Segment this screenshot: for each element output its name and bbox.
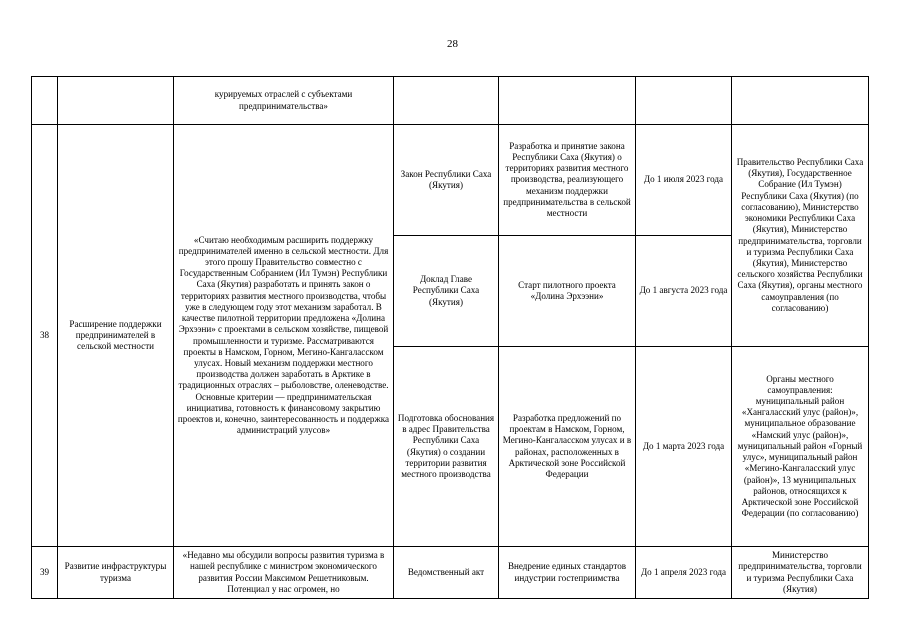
cell-number: 38	[32, 125, 58, 547]
cell-deadline: До 1 июля 2023 года	[636, 125, 732, 236]
cell-deadline: До 1 марта 2023 года	[636, 347, 732, 547]
cell-form	[394, 77, 499, 125]
cell-number	[32, 77, 58, 125]
page-number: 28	[447, 38, 458, 50]
table-row-carryover	[32, 77, 869, 125]
cell-deadline: До 1 апреля 2023 года	[636, 547, 732, 599]
cell-result: Внедрение единых стандартов индустрии гостеприимства	[499, 547, 636, 599]
cell-responsible: Органы местного самоуправления: муниципальный район «Хангаласский улус (район)», муниципальное образование «Намский улус (район)», муниципальный район «Горный улус», муниципальный район «Мегино-Кангаласский улус (район)», 13 муниципальных районов, относящихся к Арктической зоне Российской Федерации (по согласованию)	[732, 347, 869, 547]
cell-deadline	[636, 77, 732, 125]
cell-result: Разработка и принятие закона Республики Саха (Якутия) о территориях развития местного производства, реализующего механизм поддержки предпринимательства в сельской местности	[499, 125, 636, 236]
cell-form: Доклад Главе Республики Саха (Якутия)	[394, 236, 499, 347]
cell-form: Ведомственный акт	[394, 547, 499, 599]
cell-quote: «Считаю необходимым расширить поддержку предпринимателей именно в сельской местности. Для этого прошу Правительство совместно с Государственным Собранием (Ил Тумэн) Республики Саха (Якутия) разработать и принять закон о территориях развития местного производства, чтобы уже в следующем году этот механизм заработал. В качестве пилотной территории предложена «Долина Эрхээни» с проектами в сельском хозяйстве, пищевой промышленности и туризме. Рассматриваются проекты в Намском, Горном, Мегино-Кангаласском улусах. Новый механизм поддержки местного производства должен заработать в Арктике в традиционных отраслях – рыболовстве, оленеводстве. Основные критерии — предпринимательская инициатива, готовность к финансовому закрытию проектов и, конечно, заинтересованность и поддержка администраций улусов»	[174, 125, 394, 547]
cell-deadline: До 1 августа 2023 года	[636, 236, 732, 347]
cell-quote: «Недавно мы обсудили вопросы развития туризма в нашей республике с министром экономического развития России Максимом Решетниковым. Потенциал у нас огромен, но	[174, 547, 394, 599]
cell-responsible: Министерство предпринимательства, торговли и туризма Республики Саха (Якутия)	[732, 547, 869, 599]
action-plan-table	[31, 76, 869, 599]
cell-result: Разработка предложений по проектам в Намском, Горном, Мегино-Кангаласском улусах и в районах, расположенных в Арктической зоне Российской Федерации	[499, 347, 636, 547]
cell-number: 39	[32, 547, 58, 599]
cell-quote-tail: курируемых отраслей с субъектами предпринимательства»	[174, 77, 394, 125]
cell-form: Закон Республики Саха (Якутия)	[394, 125, 499, 236]
cell-responsible: Правительство Республики Саха (Якутия), Государственное Собрание (Ил Тумэн) Республики Саха (Якутия) (по согласованию), Министерство экономики Республики Саха (Якутия), Министерство предпринимательства, торговли и туризма Республики Саха (Якутия), Министерство сельского хозяйства Республики Саха (Якутия), органы местного самоуправления (по согласованию)	[732, 125, 869, 347]
table-row-39	[32, 547, 869, 599]
table-row-38	[32, 125, 869, 236]
cell-result	[499, 77, 636, 125]
cell-direction: Расширение поддержки предпринимателей в сельской местности	[58, 125, 174, 547]
cell-direction: Развитие инфраструктуры туризма	[58, 547, 174, 599]
cell-direction	[58, 77, 174, 125]
cell-responsible	[732, 77, 869, 125]
cell-result: Старт пилотного проекта «Долина Эрхээни»	[499, 236, 636, 347]
cell-form: Подготовка обоснования в адрес Правительства Республики Саха (Якутия) о создании территории развития местного производства	[394, 347, 499, 547]
